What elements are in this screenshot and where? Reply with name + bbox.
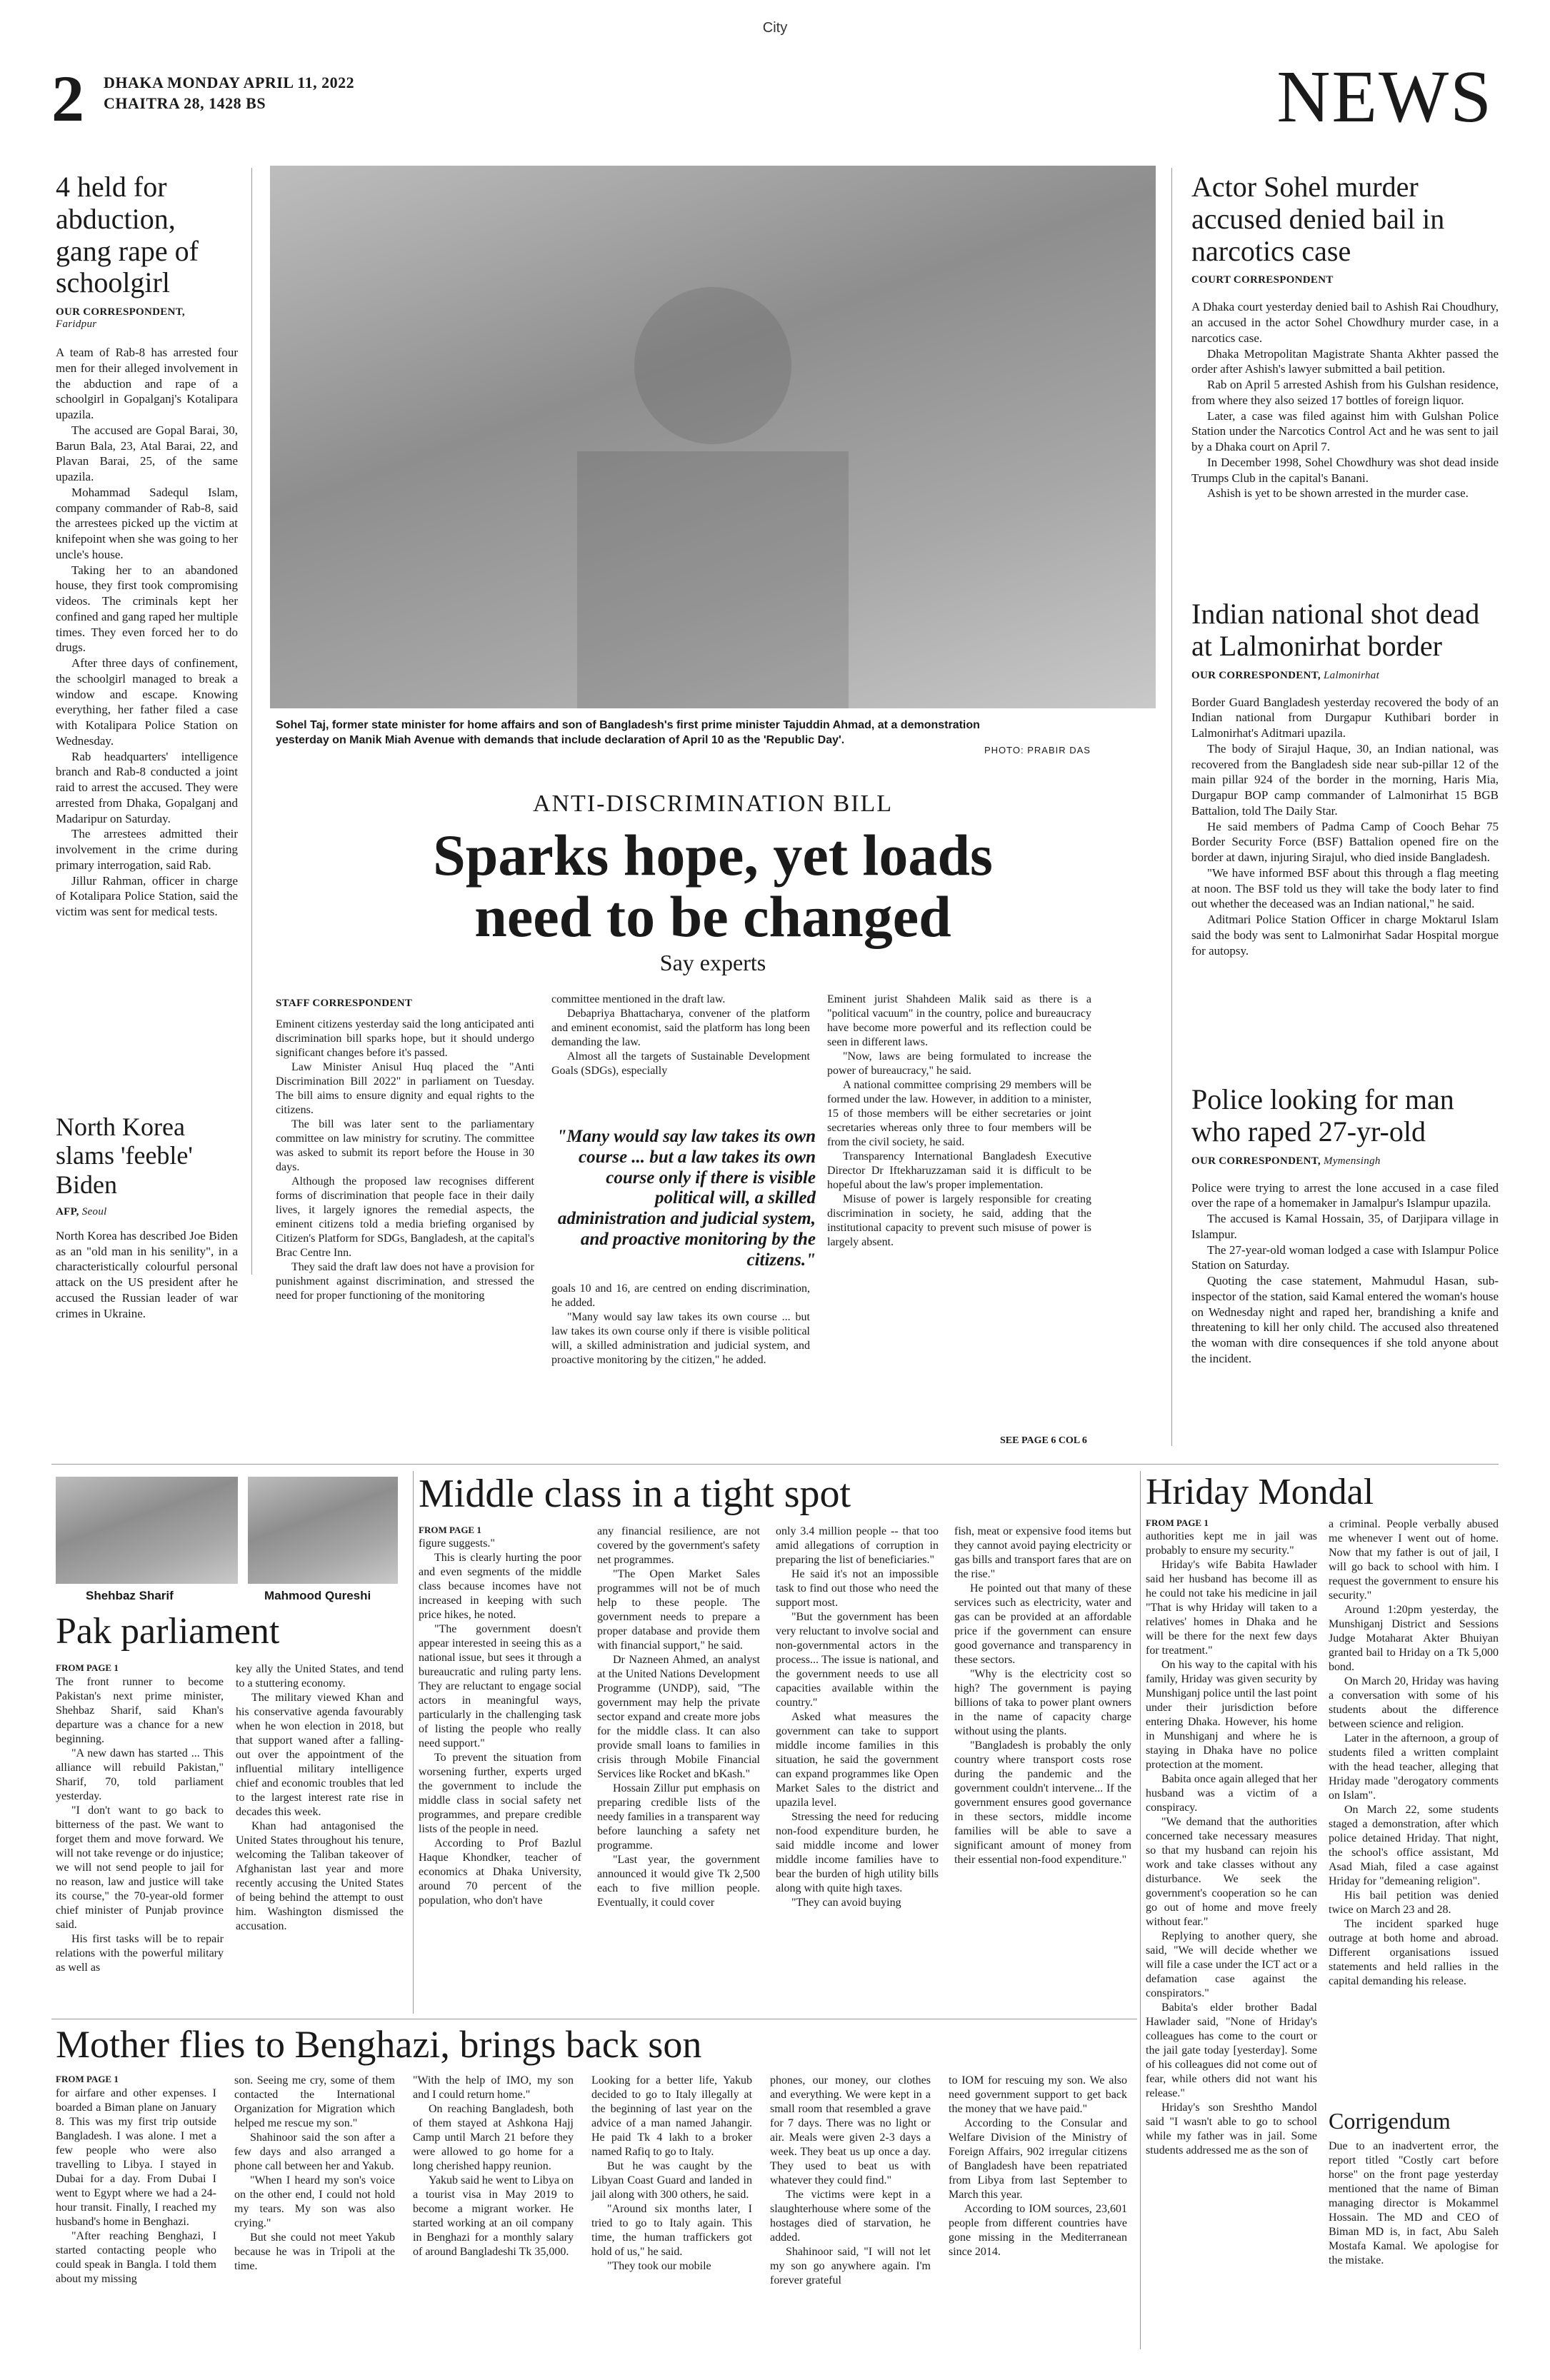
lead-byline: STAFF CORRESPONDENT bbox=[276, 998, 413, 1009]
date-english: DHAKA MONDAY APRIL 11, 2022 bbox=[104, 74, 355, 91]
middle-column-3: only 3.4 million people -- that too amid allegations of corruption in preparing the list of beneficiaries." He said it's not an impossible task to find out those who need the support most. "But the government has been very reluctant to involve social and non-governmental actors in the process... The issue is national, and the government needs to use all capacities available within the country." Asked what measures the government can take to support middle income families in this situation, he said the government can expand programmes like Open Market Sales to the district and upazila level. Stressing the need for reducing non-food expenditure burden, he said middle income and lower middle income families have to bear the burden of high utility bills along with quite high taxes. "They can avoid buying bbox=[776, 1525, 939, 1909]
photo-shehbaz-sharif bbox=[56, 1477, 238, 1584]
column-divider bbox=[413, 1471, 414, 2014]
lead-column-2a: committee mentioned in the draft law. Debapriya Bhattacharya, convener of the platform and eminent economist, said the platform has long been demanding the law. Almost all the targets of Sustainable Development Goals (SDGs), especially bbox=[551, 993, 810, 1077]
mother-column-2: son. Seeing me cry, some of them contacted the International Organization for Migration which helped me rescue my son." Shahinoor said the son after a few days and also arranged a phone call between her and Yakub. "When I heard my son's voice on the other end, I could not hold my tears. My son was also crying." But she could not meet Yakub because he was in Tripoli at the time. bbox=[234, 2074, 395, 2272]
photo-credit: PHOTO: PRABIR DAS bbox=[984, 745, 1091, 755]
story-byline: OUR CORRESPONDENT, Mymensingh bbox=[1191, 1155, 1381, 1167]
story-body: Police were trying to arrest the lone accused in a case filed over the rape of a homemaker in Jamalpur's Islampur upazila. The accused is Kamal Hossain, 35, of Darjipara village in Islampur. The 27-year-old woman lodged a case with Islampur Police Station on Saturday. Quoting the case statement, Mahmudul Hasan, sub-inspector of the station, said Kamal entered the woman's house on Wednesday night and raped her, brandishing a knife and threatening to kill her only child. The accused also threatened the woman with dire consequences if she told anyone about the incident. bbox=[1191, 1180, 1499, 1365]
lead-column-1: Eminent citizens yesterday said the long anticipated anti discrimination bill sparks hope, but it should undergo significant changes before it's passed. Law Minister Anisul Huq placed the "Anti Discrimination Bill 2022" in parliament on Tuesday. The bill aims to ensure dignity and equal rights to the citizens. The bill was later sent to the parliamentary committee on law ministry for scrutiny. The committee was asked to submit its report before the House in 30 days. Although the proposed law recognises different forms of discrimination that people face in their daily lives, it largely ignores the remedial aspects, the eminent citizens told a media briefing organised by Citizen's Platform for SDGs, Bangladesh, at the capital's Brac Centre Inn. They said the draft law does not have a provision for punishment against discrimination, and stressed the need for proper functioning of the monitoring bbox=[276, 1018, 534, 1302]
mother-column-5: phones, our money, our clothes and everything. We were kept in a small room that resembled a grave for 7 days. There was no light or air. Meals were given 2-3 days a week. They beat us up once a day. They used to beat us with whatever they could find." The victims were kept in a slaughterhouse where some of the hostages died of starvation, he added. Shahinoor said, "I will not let my son go anywhere again. I'm forever grateful bbox=[770, 2074, 931, 2286]
story-byline: AFP, Seoul bbox=[56, 1205, 107, 1217]
mother-headline: Mother flies to Benghazi, brings back son bbox=[56, 2023, 702, 2066]
story-headline: Actor Sohel murder accused denied bail in narcotics case bbox=[1191, 171, 1445, 267]
lead-column-3: Eminent jurist Shahdeen Malik said as there is a "political vacuum" in the country, police and bureaucracy have become more powerful and its reflection could be seen in different laws. "Now, laws are being formulated to increase the power of bureaucracy," he said. A national committee comprising 29 members will be formed under the law. However, in addition to a minister, 15 of those members will be either secretaries or joint secretaries whereas only three to four members will be from the civil society, he said. Transparency International Bangladesh Executive Director Dr Iftekharuzzaman said it is difficult to be hopeful about the law's proper implementation. Misuse of power is largely responsible for creating discrimination in society, he said, adding that the institutional capacity to prevent such misuse of power is largely absent. bbox=[827, 993, 1091, 1248]
lead-headline: Sparks hope, yet loads need to be changed bbox=[433, 823, 993, 950]
lead-deck: Say experts bbox=[659, 950, 766, 975]
lead-column-2b: goals 10 and 16, are centred on ending discrimination, he added. "Many would say law takes its own course ... but law takes its own course only if there is visible political will, a skilled administration and judicial system, and proactive monitoring by the citizen," he added. bbox=[551, 1282, 810, 1366]
lead-photo bbox=[270, 166, 1156, 708]
photo-mahmood-qureshi bbox=[248, 1477, 398, 1584]
section-title: NEWS bbox=[1276, 56, 1493, 138]
story-body: Border Guard Bangladesh yesterday recovered the body of an Indian national from Durgapur Kuthibari border in Lalmonirhat's Aditmari upazila. The body of Sirajul Haque, 30, an Indian national, was recovered from the Bangladesh side near sub-pillar 12 of the main pillar 924 of the border in the morning, Haris Mia, Durgapur BOP camp commander of Lalmonirhat 15 BGB Battalion, told The Daily Star. He said members of Padma Camp of Cooch Behar 75 Border Security Force (BSF) Battalion opened fire on the border at dawn, injuring Sirajul, who died inside Bangladesh. "We have informed BSF about this through a flag meeting at noon. The BSF told us they will take the body later to find out whether the deceased was an Indian national," he said. Aditmari Police Station Officer in charge Moktarul Islam said the body was sent to Lalmonirhat Sadar Hospital morgue for autopsy. bbox=[1191, 695, 1499, 958]
mother-column-4: Looking for a better life, Yakub decided to go to Italy illegally at the beginning of last year on the advice of a man named Jahangir. He paid Tk 4 lakh to a broker named Rafiq to go to Italy. But he was caught by the Libyan Coast Guard and landed in jail along with 300 others, he said. "Around six months later, I tried to go to Italy again. This time, the human traffickers got hold of us," he said. "They took our mobile bbox=[591, 2074, 752, 2272]
middle-class-headline: Middle class in a tight spot bbox=[419, 1472, 851, 1516]
column-divider bbox=[1171, 168, 1172, 1446]
middle-column-1: figure suggests." This is clearly hurting the poor and even segments of the middle class because incomes have not increased in keeping with such price hikes, he noted. "The government doesn't appear interested in seeing this as a national issue, but sees it through a bureaucratic and ruling party lens. They are reluctant to engage social actors in meaningful ways, particularly in the challenging task of listing the people who really need support." To prevent the situation from worsening further, experts urged the government to include the middle class in social safety net programmes, and prepare credible lists of the people in need. According to Prof Bazlul Haque Khondker, teacher of economics at Dhaka University, around 70 percent of the population, who don't have bbox=[419, 1537, 581, 1907]
story-north-korea bbox=[56, 1113, 238, 1321]
pak-column-2: key ally the United States, and tend to a stuttering economy. The military viewed Khan and his conservative agenda favourably when he won election in 2018, but that support waned after a falling-out over the appointment of the influential military intelligence chief and economic troubles that led to the largest interest rate rise in decades this week. Khan had antagonised the United States throughout his tenure, welcoming the Taliban takeover of Afghanistan last year and more recently accusing the United States of being behind the attempt to oust him. Washington dismissed the accusation. bbox=[236, 1663, 404, 1932]
hriday-column-2: a criminal. People verbally abused me whenever I went out of home. Now that my father is out of jail, I will go back to school with him. I request the government to ensure his security." Around 1:20pm yesterday, the Munshiganj District and Sessions Judge Motaharat Akter Bhuiyan granted bail to Hriday on a Tk 5,000 bond. On March 20, Hriday was having a conversation with some of his students about the difference between science and religion. Later in the afternoon, a group of students filed a written complaint with the head teacher, alleging that Hriday made "derogatory comments on Islam". On March 22, some students staged a demonstration, after which police detained Hriday. That night, the school's office assistant, Md Asad Miah, filed a case against Hriday for "demeaning religion". His bail petition was denied twice on March 23 and 28. The incident sparked huge outrage at both home and abroad. Different organisations issued statements and held rallies in the capital demanding his release. bbox=[1329, 1518, 1499, 1987]
dateline bbox=[104, 73, 354, 114]
middle-column-2: any financial resilience, are not covered by the government's safety net programmes. "The Open Market Sales programmes will not be of much help to these people. The government needs to prepare a proper database and provide them with financial support," he said. Dr Nazneen Ahmed, an analyst at the United Nations Development Programme (UNDP), said, "The government may help the private sector expand and create more jobs for the middle class. It can also provide small loans to families in crisis through Mobile Financial Services like Rocket and bKash." Hossain Zillur put emphasis on preparing credible lists of the needy families in a transparent way before launching a safety net programme. "Last year, the government announced it would give Tk 2,500 each to five million people. Eventually, it could cover bbox=[597, 1525, 760, 1909]
story-indian-national bbox=[1191, 598, 1499, 958]
column-divider bbox=[251, 168, 252, 1275]
section-divider bbox=[51, 1464, 1499, 1465]
page-number: 2 bbox=[51, 62, 84, 135]
story-abduction bbox=[56, 171, 238, 920]
corrigendum-body: Due to an inadvertent error, the report titled "Costly cart before horse" on the front page yesterday mentioned that the name of Biman managing director is Mokammel Hossain. The MD and CEO of Biman MD is, in fact, Abu Saleh Mostafa Kamal. We apologise for the mistake. bbox=[1329, 2140, 1499, 2266]
date-bangla: CHAITRA 28, 1428 BS bbox=[104, 94, 266, 112]
hriday-headline: Hriday Mondal bbox=[1146, 1472, 1374, 1512]
story-headline: Indian national shot dead at Lalmonirhat border bbox=[1191, 598, 1480, 662]
middle-column-4: fish, meat or expensive food items but they cannot avoid paying electricity or gas bills and transport fares that are on the rise." He pointed out that many of these services such as electricity, water and gas can be provided at an affordable price if the government can ensure good governance and transparency in these sectors. "Why is the electricity cost so high? The government is paying billions of taka to power plant owners in the name of capacity charge without using the plants. "Bangladesh is probably the only country where transport costs rose during the pandemic and the government couldn't intervene... If the government ensures good governance in these sectors, middle income families will be able to save a significant amount of money from their essential non-food expenditure." bbox=[954, 1525, 1131, 1866]
story-body: A team of Rab-8 has arrested four men for their alleged involvement in the abduction and rape of a schoolgirl in Gopalganj's Kotalipara upazila. The accused are Gopal Barai, 30, Barun Bala, 23, Atal Barai, 22, and Plavan Barai, 25, of the same upazila. Mohammad Sadequl Islam, company commander of Rab-8, said the arrestees picked up the victim at knifepoint when she was going to her uncle's house. Taking her to an abandoned house, they first took compromising videos. The criminals kept her confined and gang raped her multiple times. They even forced her to do drugs. After three days of confinement, the schoolgirl managed to break a window and escape. Knowing everything, her father filed a case with Kotalipara Police Station on Wednesday. Rab headquarters' intelligence branch and Rab-8 conducted a joint raid to arrest the accused. They were arrested from Dhaka, Gopalganj and Madaripur on Saturday. The arrestees admitted their involvement in the crime during primary interrogation, said Rab. Jillur Rahman, officer in charge of Kotalipara Police Station, said the victim was sent for medical tests. bbox=[56, 346, 238, 919]
pak-column-1: The front runner to become Pakistan's next prime minister, Shehbaz Sharif, said Khan's departure was a chance for a new beginning. "A new dawn has started ... This alliance will rebuild Pakistan," Sharif, 70, told parliament yesterday. "I don't want to go back to bitterness of the past. We want to forget them and move forward. We will not take revenge or do injustice; we will not send people to jail for no reason, law and justice will take its course," the 70-year-old former chief minister of Punjab province said. His first tasks will be to repair relations with the powerful military as well as bbox=[56, 1676, 224, 1974]
hriday-column-1: authorities kept me in jail was probably to ensure my security." Hriday's wife Babita Hawlader said her husband has become ill as he could not take his medicine in jail "That is why Hriday will taken to a relatives' homes in Dhaka and he will be there for the next few days for treatment." On his way to the capital with his family, Hriday was given security by Munshiganj police until the last point under their jurisdiction before entering Dhaka. However, his home in Munshiganj and where he is staying in Dhaka have no police protection at the moment. Babita once again alleged that her husband was a victim of a conspiracy. "We demand that the authorities concerned take necessary measures so that my husband can rejoin his work and take classes without any disturbance. We seek the government's cooperation so he can go out of home and move freely without fear." Replying to another query, she said, "We will decide whether we will file a case under the ICT act or a defamation case against the conspirators." Babita's elder brother Badal Hawlader said, "None of Hriday's colleagues has come to the court or the jail gate today [yesterday]. Some of his colleagues did not come out of fear, while others did not want his release." Hriday's son Sreshtho Mandol said "I wasn't able to go to school while my father was in jail. Some students addressed me as the son of bbox=[1146, 1530, 1317, 2156]
photo-name-qureshi: Mahmood Qureshi bbox=[264, 1589, 371, 1602]
story-police-looking bbox=[1191, 1084, 1499, 1367]
corrigendum-title: Corrigendum bbox=[1329, 2108, 1451, 2134]
from-page: FROM PAGE 1 bbox=[56, 1662, 119, 1673]
mother-column-6: to IOM for rescuing my son. We also need government support to get back the money that we have paid." According to the Consular and Welfare Division of the Ministry of Foreign Affairs, 902 irregular citizens of Bangladesh have been repatriated from Libya from last September to March this year. According to IOM sources, 23,601 people from different countries have gone missing in the Mediterranean since 2014. bbox=[949, 2074, 1127, 2258]
lead-pull-quote: "Many would say law takes its own course ... but a law takes its own course only if there is visible political will, a skilled administration and judicial system, and proactive monitoring by the citizens." bbox=[556, 1127, 816, 1270]
story-byline: OUR CORRESPONDENT, Lalmonirhat bbox=[1191, 669, 1380, 681]
from-page: FROM PAGE 1 bbox=[419, 1525, 481, 1535]
from-page: FROM PAGE 1 bbox=[56, 2074, 119, 2084]
mother-column-3: "With the help of IMO, my son and I could return home." On reaching Bangladesh, both of them stayed at Ashkona Hajj Camp until March 21 before they were allowed to go home for a long cherished happy reunion. Yakub said he went to Libya on a tourist visa in May 2019 to become a migrant worker. He started working at an oil company in Benghazi for a monthly salary of around Bangladeshi Tk 35,000. bbox=[413, 2074, 574, 2258]
story-sohel-murder bbox=[1191, 171, 1499, 501]
lead-kicker: ANTI-DISCRIMINATION BILL bbox=[532, 790, 894, 817]
photo-caption: Sohel Taj, former state minister for home affairs and son of Bangladesh's first prime minister Tajuddin Ahmad, at a demonstration yesterday on Manik Miah Avenue with demands that include declaration of April 10 as the 'Republic Day'. bbox=[276, 719, 980, 746]
story-body: A Dhaka court yesterday denied bail to Ashish Rai Choudhury, an accused in the actor Sohel Chowdhury murder case, in a narcotics case. Dhaka Metropolitan Magistrate Shanta Akhter passed the order after Ashish's lawyer submitted a bail petition. Rab on April 5 arrested Ashish from his Gulshan residence, from where they also seized 17 bottles of foreign liquor. Later, a case was filed against him with Gulshan Police Station under the Narcotics Control Act and he was sent to jail by a Dhaka court on April 7. In December 1998, Sohel Chowdhury was shot dead inside Trumps Club in the capital's Banani. Ashish is yet to be shown arrested in the murder case. bbox=[1191, 300, 1499, 501]
story-headline: North Korea slams 'feeble' Biden bbox=[56, 1113, 193, 1199]
photo-name-sharif: Shehbaz Sharif bbox=[86, 1589, 174, 1602]
story-byline: OUR CORRESPONDENT, Faridpur bbox=[56, 306, 185, 331]
story-headline: Police looking for man who raped 27-yr-old bbox=[1191, 1083, 1454, 1148]
page-header-label: City bbox=[762, 20, 788, 36]
photo-placeholder-icon bbox=[270, 166, 1156, 708]
mother-column-1: for airfare and other expenses. I boarded a Biman plane on January 8. This was my first trip outside Bangladesh. I was alone. I met a few people who were also travelling to Libya. I stayed in Dubai for a day. From Dubai I went to Egypt where we had a 24-hour transit. Finally, I reached my husband's home in Benghazi. "After reaching Benghazi, I started contacting people who could speak in Bangla. I told them about my missing bbox=[56, 2087, 216, 2285]
column-divider bbox=[1140, 1471, 1141, 2349]
story-body: North Korea has described Joe Biden as an "old man in his senility", in a characteristically colourful personal attack on the US president after he accused the Russian leader of war crimes in Ukraine. bbox=[56, 1228, 238, 1320]
continued-link[interactable]: SEE PAGE 6 COL 6 bbox=[1000, 1435, 1087, 1446]
pak-headline: Pak parliament bbox=[56, 1611, 280, 1652]
from-page: FROM PAGE 1 bbox=[1146, 1517, 1209, 1528]
story-byline: COURT CORRESPONDENT bbox=[1191, 274, 1334, 286]
story-headline: 4 held for abduction, gang rape of schoolgirl bbox=[56, 171, 199, 299]
